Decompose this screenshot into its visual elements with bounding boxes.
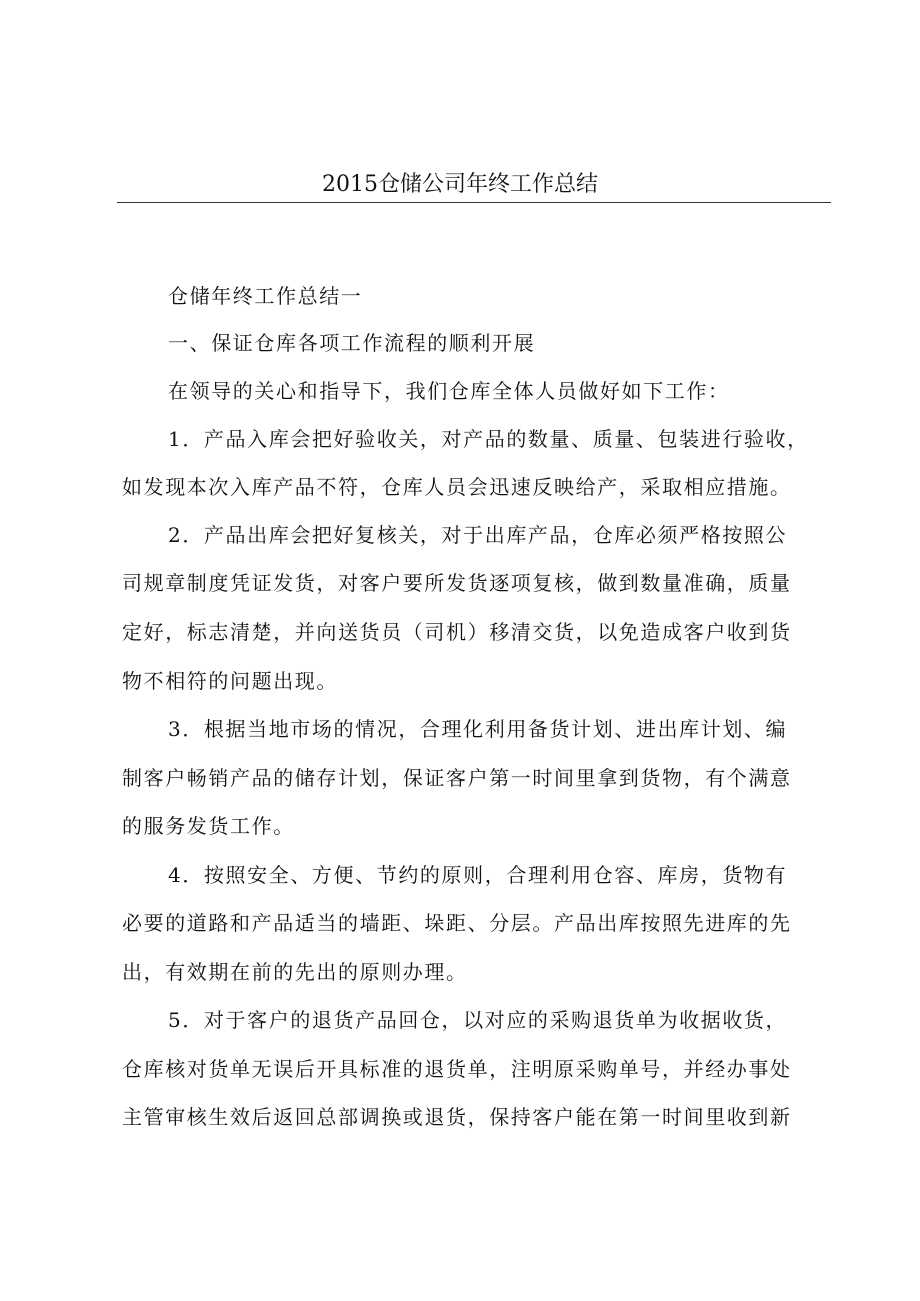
paragraph-line: 1．产品入库会把好验收关，对产品的数量、质量、包装进行验收， — [168, 427, 809, 451]
paragraph-line: 司规章制度凭证发货，对客户要所发货逐项复核，做到数量准确，质量 — [122, 571, 792, 595]
subsection-heading: 一、保证仓库各项工作流程的顺利开展 — [168, 331, 536, 355]
paragraph-line: 定好，标志清楚，并向送货员（司机）移清交货，以免造成客户收到货 — [122, 620, 792, 644]
title-underline — [117, 202, 831, 203]
paragraph-line: 3．根据当地市场的情况，合理化利用备货计划、进出库计划、编 — [168, 717, 788, 741]
paragraph-line: 物不相符的问题出现。 — [122, 669, 338, 693]
paragraph-line: 出，有效期在前的先出的原则办理。 — [122, 960, 468, 984]
paragraph-line: 5．对于客户的退货产品回仓，以对应的采购退货单为收据收货， — [168, 1008, 788, 1032]
paragraph-line: 必要的道路和产品适当的墙距、垛距、分层。产品出库按照先进库的先 — [122, 911, 792, 935]
section-heading: 仓储年终工作总结一 — [168, 284, 363, 308]
paragraph-line: 的服务发货工作。 — [122, 814, 295, 838]
paragraph-line: 4．按照安全、方便、节约的原则，合理利用仓容、库房，货物有 — [168, 863, 788, 887]
paragraph-line: 2．产品出库会把好复核关，对于出库产品，仓库必须严格按照公 — [168, 523, 788, 547]
paragraph-line: 主管审核生效后返回总部调换或退货，保持客户能在第一时间里收到新 — [122, 1105, 792, 1129]
paragraph-line: 制客户畅销产品的储存计划，保证客户第一时间里拿到货物，有个满意 — [122, 766, 792, 790]
paragraph-line: 仓库核对货单无误后开具标准的退货单，注明原采购单号，并经办事处 — [122, 1057, 792, 1081]
paragraph-line: 如发现本次入库产品不符，仓库人员会迅速反映给产，采取相应措施。 — [122, 475, 792, 499]
document-title: 2015仓储公司年终工作总结 — [322, 172, 598, 197]
paragraph-line: 在领导的关心和指导下，我们仓库全体人员做好如下工作： — [168, 379, 730, 403]
